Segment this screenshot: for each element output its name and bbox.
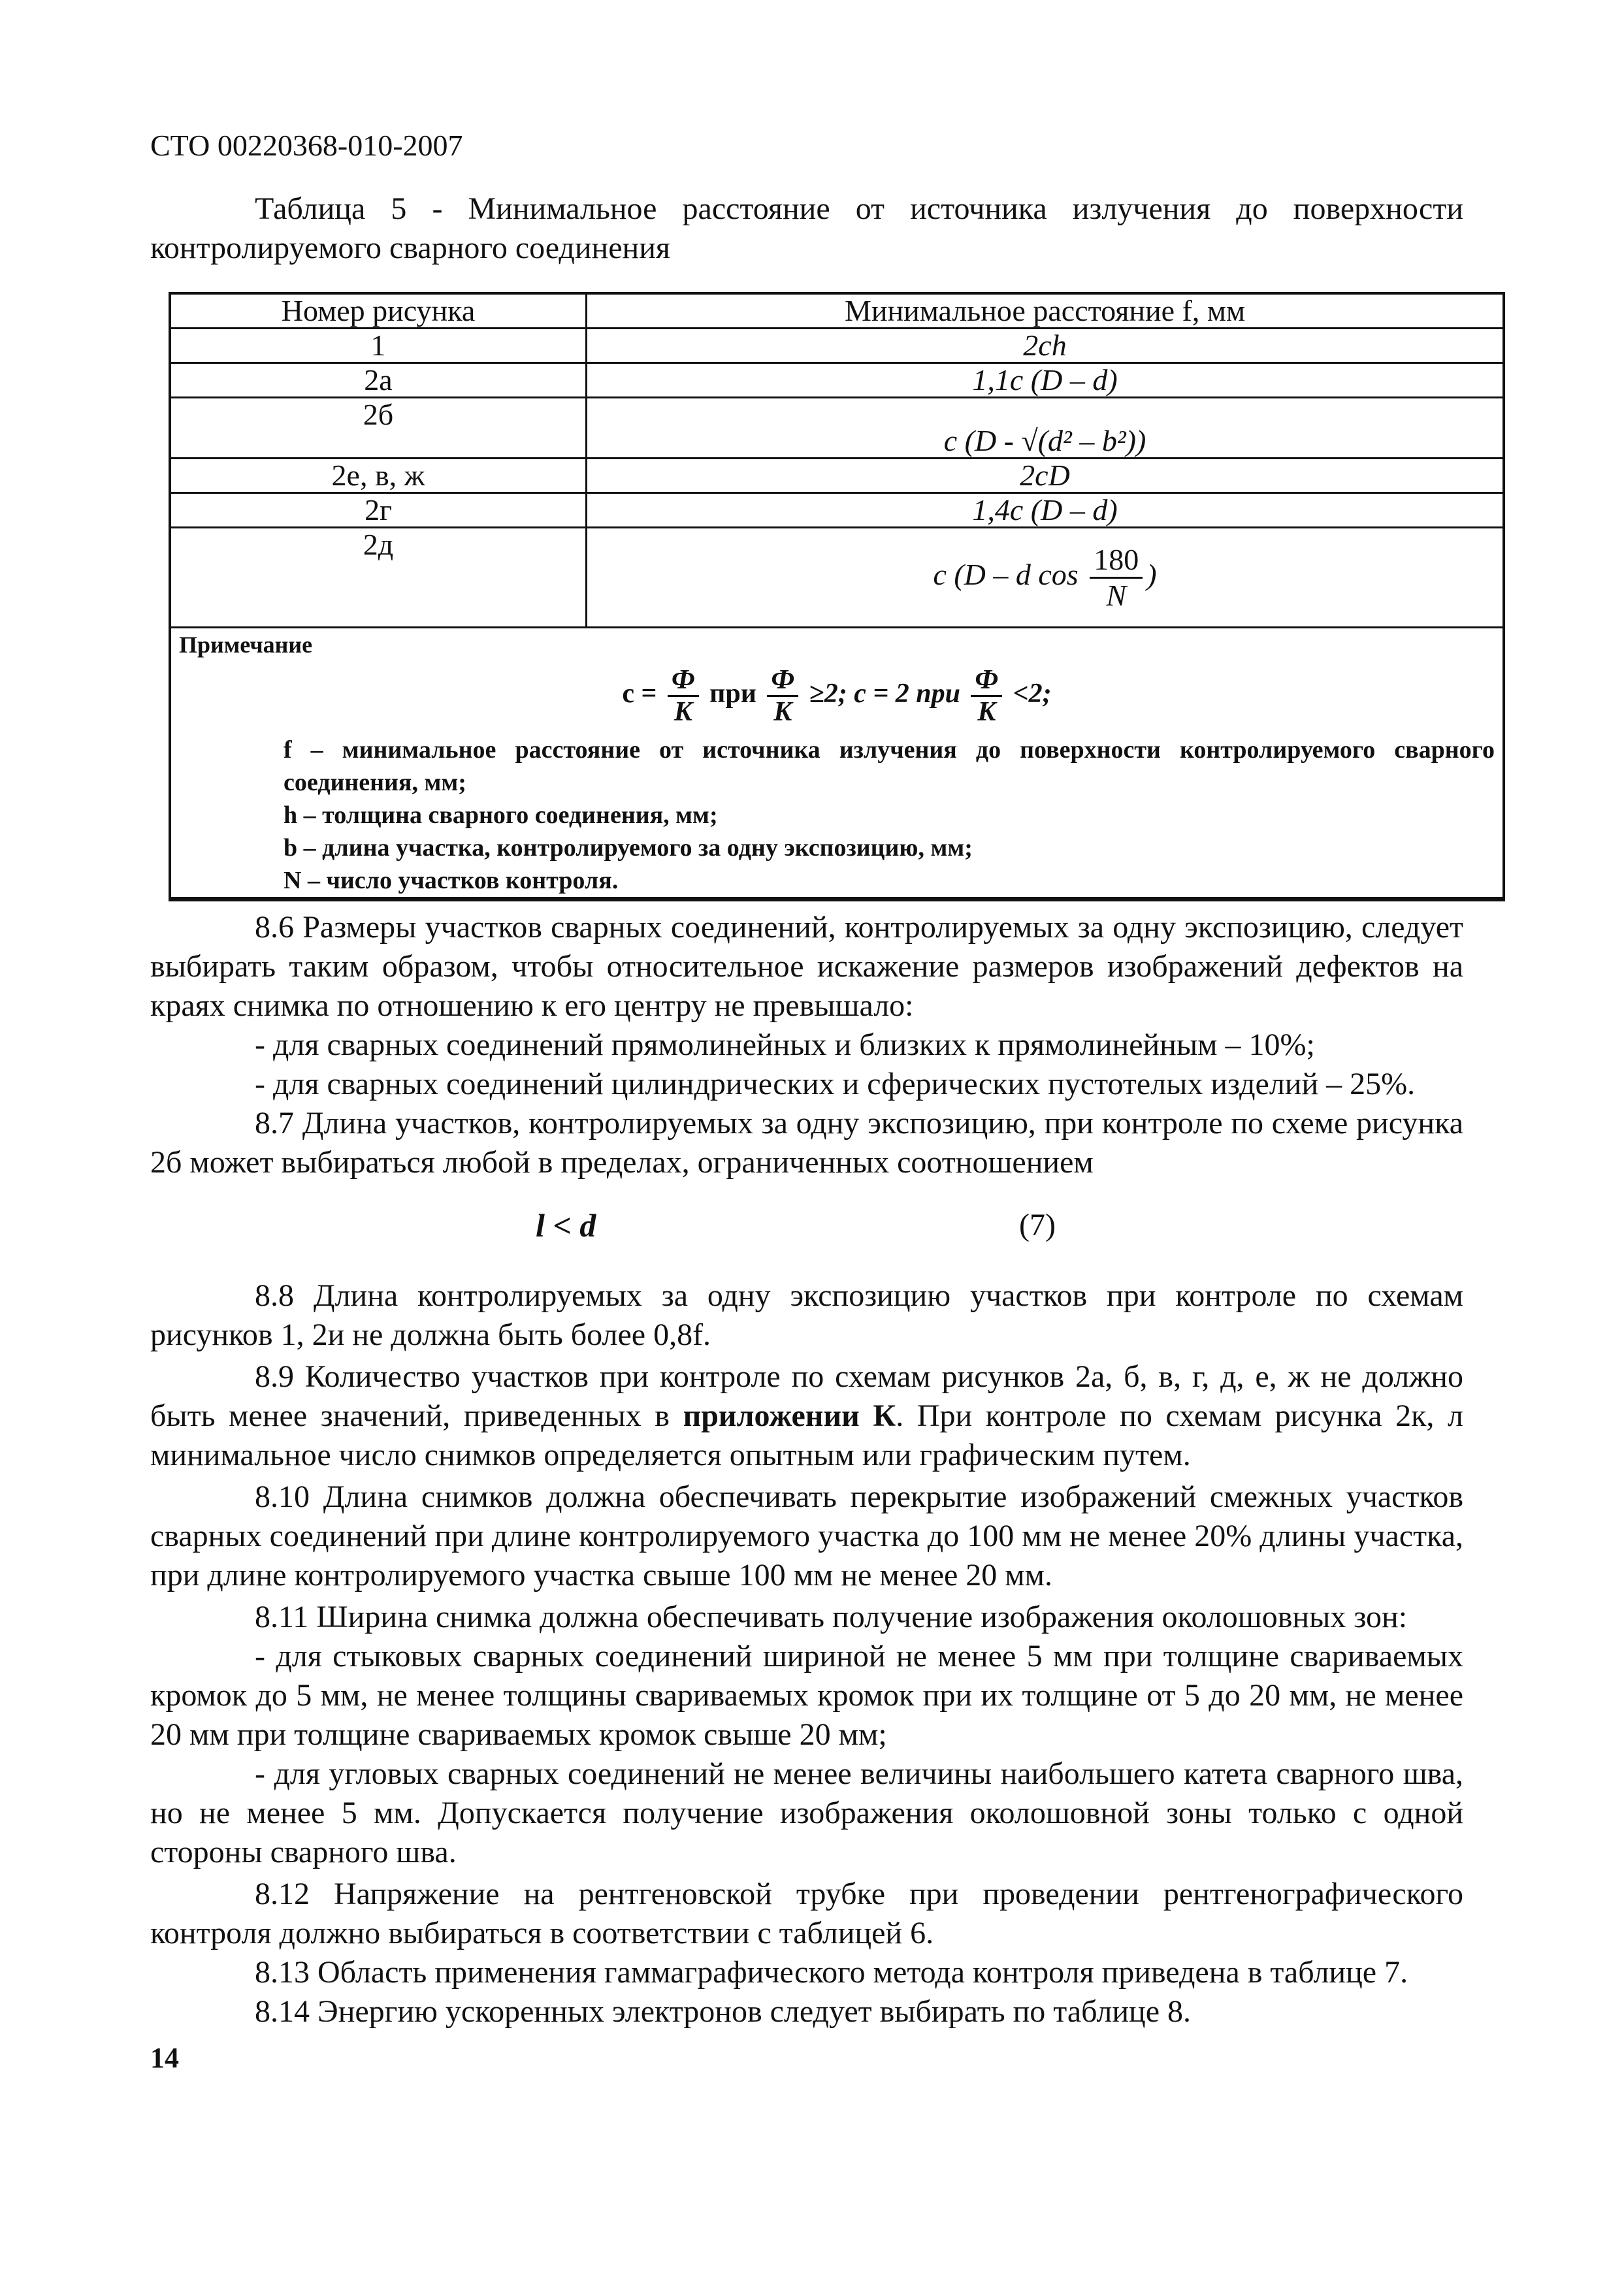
- note-line: h – толщина сварного соединения, мм;: [284, 801, 718, 829]
- table-caption: Таблица 5 - Минимальное расстояние от источника излучения до поверхности контролируемого сварного соединения: [150, 191, 1463, 265]
- fraction-numerator: Ф: [971, 665, 1002, 697]
- note-formula-cond1: ≥2; c = 2 при: [809, 679, 960, 709]
- formula-cell: 2cD: [587, 459, 1503, 493]
- paragraph-8-11-item: - для угловых сварных соединений не менее величины наибольшего катета сварного шва, но не менее 5 мм. Допускается получение изображения околошовной зоны только с одной стороны сварного шва.: [150, 1756, 1463, 1869]
- table-note-row: [171, 628, 1502, 898]
- paragraph-8-6-item: - для сварных соединений прямолинейных и близких к прямолинейным – 10%;: [255, 1027, 1315, 1062]
- paragraph-8-6: 8.6 Размеры участков сварных соединений, контролируемых за одну экспозицию, следует выбирать таким образом, чтобы относительное искажение размеров изображений дефектов на краях снимка по отношению к его центру не превышало:: [150, 910, 1463, 1023]
- note-line: f – минимальное расстояние от источника излучения до поверхности контролируемого сварного соединения, мм;: [284, 736, 1495, 796]
- fraction-denominator: N: [1106, 578, 1127, 612]
- note-line: b – длина участка, контролируемого за одну экспозицию, мм;: [284, 834, 973, 862]
- figure-cell: 2д: [171, 528, 587, 628]
- paragraph-8-14: 8.14 Энергию ускоренных электронов следует выбирать по таблице 8.: [255, 1994, 1191, 2029]
- fraction-denominator: K: [977, 697, 996, 727]
- fraction: [1090, 543, 1143, 613]
- table-row: [171, 398, 1502, 459]
- body-text: [150, 908, 1463, 2031]
- table-5: [169, 292, 1505, 901]
- table-row: [171, 363, 1502, 398]
- table-row: [171, 459, 1502, 493]
- table-5-grid: [171, 295, 1502, 899]
- fraction: [971, 665, 1002, 727]
- formula-suffix: ): [1146, 557, 1157, 591]
- note-formula-c: c =: [622, 679, 657, 709]
- table-header-row: [171, 295, 1502, 329]
- note-line: N – число участков контроля.: [284, 867, 619, 894]
- formula-cell: 2ch: [587, 329, 1503, 363]
- formula-cell: c (D - √(d² – b²)): [587, 398, 1503, 459]
- appendix-k-reference: приложении К: [683, 1398, 896, 1433]
- note-title: Примечание: [179, 632, 313, 658]
- paragraph-8-10: 8.10 Длина снимков должна обеспечивать перекрытие изображений смежных участков сварных соединений при длине контролируемого участка до 100 мм не менее 20% длины участка, при длине контролируемого участка свыше 100 мм не менее 20 мм.: [150, 1479, 1463, 1592]
- formula-cell: 1,1c (D – d): [587, 363, 1503, 398]
- formula-cell: [587, 528, 1503, 628]
- table-row: [171, 493, 1502, 528]
- paragraph-8-13: 8.13 Область применения гаммаграфического метода контроля приведена в таблице 7.: [255, 1955, 1408, 1990]
- paragraph-8-8: 8.8 Длина контролируемых за одну экспозицию участков при контроле по схемам рисунков 1, 2и не должна быть более 0,8f.: [150, 1278, 1463, 1352]
- page-number: 14: [150, 2042, 179, 2074]
- equation-7: [150, 1197, 1463, 1259]
- table-row: [171, 329, 1502, 363]
- paragraph-8-9-text-end: . При контроле по схемам рисунка 2к, л минимальное число снимков определяется опытным или графическим путем.: [150, 1398, 1464, 1472]
- figure-cell: 2б: [171, 398, 587, 459]
- paragraph-8-6-item: - для сварных соединений цилиндрических и сферических пустотелых изделий – 25%.: [255, 1067, 1416, 1101]
- paragraph-8-11-item: - для стыковых сварных соединений шириной не менее 5 мм при толщине свариваемых кромок до 5 мм, не менее толщины свариваемых кромок при их толщине от 5 до 20 мм, не менее 20 мм при толщине свариваемых кромок свыше 20 мм;: [150, 1639, 1463, 1752]
- note-formula-at: при: [709, 679, 756, 709]
- column-header-figure: Номер рисунка: [171, 295, 587, 329]
- equation-number: (7): [1019, 1208, 1056, 1242]
- formula-prefix: c (D – d cos: [933, 557, 1079, 591]
- fraction-denominator: K: [674, 697, 692, 727]
- note-formula: [179, 665, 1495, 727]
- fraction-numerator: Ф: [767, 665, 798, 697]
- figure-cell: 2г: [171, 493, 587, 528]
- note-formula-cond2: <2;: [1013, 679, 1052, 709]
- paragraph-8-9: [150, 1357, 1463, 1475]
- paragraph-8-7: 8.7 Длина участков, контролируемых за одну экспозицию, при контроле по схеме рисунка 2б может выбираться любой в пределах, ограниченных соотношением: [150, 1106, 1463, 1180]
- fraction: [668, 665, 699, 727]
- formula-cell: 1,4c (D – d): [587, 493, 1503, 528]
- figure-cell: 2а: [171, 363, 587, 398]
- fraction-numerator: 180: [1090, 543, 1143, 579]
- fraction-numerator: Ф: [668, 665, 699, 697]
- paragraph-8-12: 8.12 Напряжение на рентгеновской трубке при проведении рентгенографического контроля должно выбираться в соответствии с таблицей 6.: [150, 1877, 1463, 1950]
- table-row: [171, 528, 1502, 628]
- fraction-denominator: K: [773, 697, 792, 727]
- figure-cell: 1: [171, 329, 587, 363]
- fraction: [767, 665, 798, 727]
- document-code: СТО 00220368-010-2007: [150, 129, 463, 162]
- paragraph-8-11: 8.11 Ширина снимка должна обеспечивать получение изображения околошовных зон:: [255, 1600, 1408, 1634]
- figure-cell: 2е, в, ж: [171, 459, 587, 493]
- equation-formula: l < d: [536, 1207, 596, 1244]
- paragraph-8-9-text: 8.9 Количество участков при контроле по схемам рисунков 2а, б, в, г, д, е, ж не должно быть менее значений, приведенных в: [150, 1359, 1463, 1433]
- column-header-distance: Минимальное расстояние f, мм: [587, 295, 1503, 329]
- table-note: [171, 628, 1502, 898]
